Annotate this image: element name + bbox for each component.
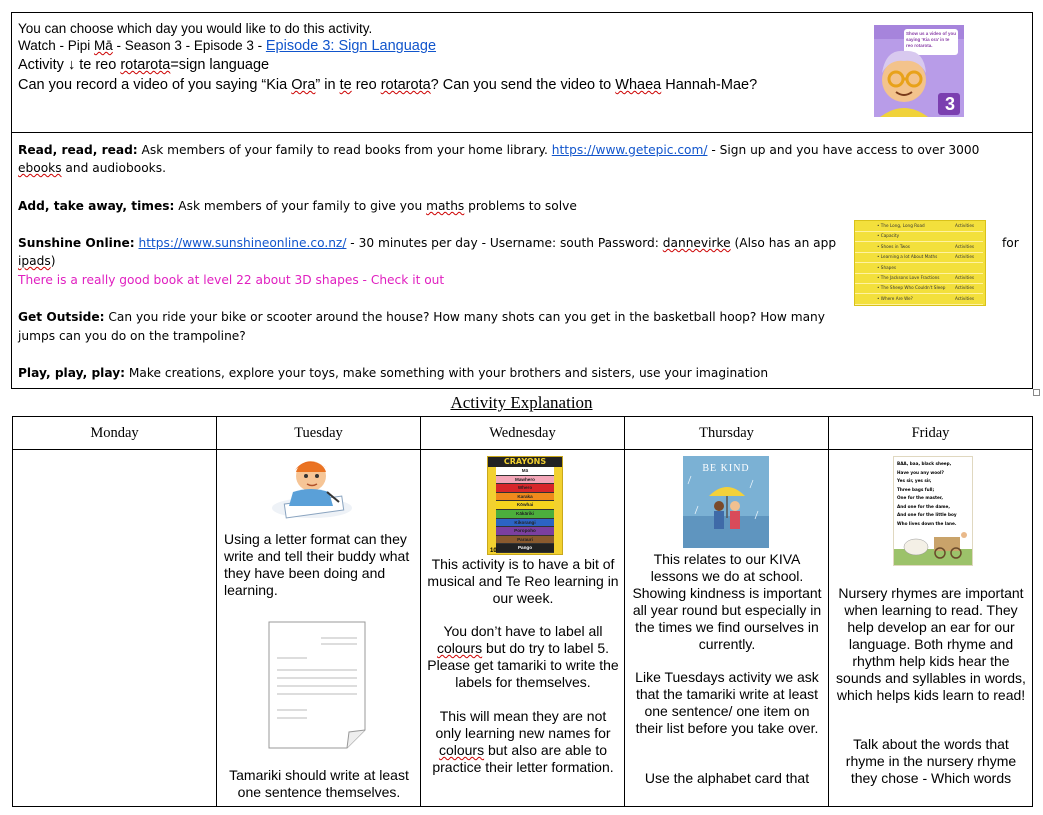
thumbnail-caption: Show us a video of you saying 'Kia ora' in te reo rotarota. <box>906 31 957 48</box>
nursery-rhyme-image <box>893 456 973 566</box>
rhyme-line: Who lives down the lane. <box>897 520 957 526</box>
crayon-item: Mā <box>496 467 554 476</box>
intro-line: You can choose which day you would like to do this activity. <box>18 21 373 36</box>
crayon-item: Kikorangi <box>496 519 554 528</box>
rhyme-line: Three bags full; <box>897 486 935 492</box>
rhyme-line: And one for the dame, <box>897 503 950 509</box>
sunshine-for: for <box>1002 236 1019 250</box>
tuesday-text-2: Tamariki should write at least one sentence themselves. <box>229 767 409 800</box>
episode-number: 3 <box>944 94 955 114</box>
activity-explanation-title: Activity Explanation <box>450 393 593 412</box>
sunshine-line: Sunshine Online: https://www.sunshineonline.co.nz/ - 30 minutes per day - Username: south Password: dannevirke (Also has an app <box>18 236 837 250</box>
be-kind-title: BE KIND <box>702 463 750 474</box>
rhyme-line: Have you any wool? <box>897 469 944 475</box>
episode-thumbnail <box>874 25 964 117</box>
sunshine-activities-tag: Activities <box>955 243 975 249</box>
sunshine-book-list-image <box>854 220 986 306</box>
episode-link[interactable]: Episode 3: Sign Language <box>265 38 437 54</box>
day-content-row <box>13 450 1033 807</box>
sunshine-book-row <box>855 221 983 232</box>
rhyme-line: BAA, baa, black sheep, <box>897 461 952 466</box>
day-header-monday: Monday <box>13 417 217 450</box>
sunshine-book-title: • Capacity <box>877 233 900 239</box>
rhyme-line: And one for the little boy <box>897 512 957 517</box>
outside-line: Get Outside: Can you ride your bike or scooter around the house? How many shots can you get in the basketball hoop? How many <box>18 310 825 324</box>
monday-cell <box>13 450 217 807</box>
crayons-count: 10 <box>490 548 497 554</box>
friday-cell <box>829 450 1033 807</box>
crayons-poster-image <box>487 456 563 555</box>
sunshine-activities-tag: Activities <box>955 295 975 301</box>
thursday-text-1: This relates to our KIVA lessons we do at school. Showing kindness is important all year round but especially in the times we find ourselves in currently. <box>632 551 822 652</box>
record-line: Can you record a video of you saying “Kia Ora” in te reo rotarota? Can you send the video to Whaea Hannah-Mae? <box>18 77 758 93</box>
read-line-2: ebooks and audiobooks. <box>18 161 166 175</box>
outside-line-2: jumps can you do on the trampoline? <box>18 329 246 343</box>
wednesday-text-1: This activity is to have a bit of musical and Te Reo learning in our week. <box>427 556 619 606</box>
crayon-item: Parauri <box>496 536 554 545</box>
sunshine-book-row <box>855 283 983 294</box>
wednesday-text-2: You don’t have to label all colours but do try to label 5. Please get tamariki to write the labels for themselves. <box>427 623 619 690</box>
sunshine-activities-tag: Activities <box>955 223 975 228</box>
crayon-item: Mawhero <box>496 476 554 485</box>
read-line: Read, read, read: Ask members of your family to read books from your home library. https://www.getepic.com/ - Sign up and you have access to over 3000 <box>18 143 980 157</box>
sunshine-activities-tag: Activities <box>955 285 975 291</box>
sunshine-book-title: • Shoes in Twos <box>877 243 910 249</box>
episode-section <box>11 12 1033 133</box>
sunshine-book-row <box>855 252 983 263</box>
sunshine-activities-tag: Activities <box>955 254 975 260</box>
play-line: Play, play, play: Make creations, explore your toys, make something with your brothers and sisters, use your imagination <box>18 366 769 380</box>
add-line: Add, take away, times: Ask members of your family to give you maths problems to solve <box>18 199 577 213</box>
sunshine-book-row <box>855 231 983 242</box>
tasks-section <box>11 133 1033 389</box>
friday-text-2: Talk about the words that rhyme in the nursery rhyme they chose - Which words <box>845 736 1017 786</box>
watch-line: Watch - Pipi Mā - Season 3 - Episode 3 - Episode 3: Sign Language <box>18 38 437 54</box>
friday-text-1: Nursery rhymes are important when learning to read. They help develop an ear for our language. Both rhyme and rhythm help kids hear the sounds and syllables in words, which helps kids learn to read! <box>836 585 1026 703</box>
sunshine-book-title: • The Long, Long Road <box>877 223 925 228</box>
sunshine-activities-tag: Activities <box>955 275 975 280</box>
week-table <box>12 416 1033 807</box>
activity-line: Activity ↓ te reo rotarota=sign language <box>18 57 270 73</box>
sunshine-book-row <box>855 294 983 305</box>
thursday-text-2: Like Tuesdays activity we ask that the tamariki write at least one sentence/ one item on their list before you take over. <box>635 669 819 736</box>
sunshine-book-title: • Shapes <box>877 264 897 270</box>
thursday-cell <box>625 450 829 807</box>
sunshine-book-row <box>855 242 983 253</box>
crayon-item: Pango <box>496 544 554 553</box>
getepic-link[interactable]: https://www.getepic.com/ <box>551 143 708 157</box>
crayon-list <box>488 467 562 553</box>
crayons-title: CRAYONS <box>488 457 562 467</box>
sheep-cart-illustration <box>894 529 972 565</box>
day-header-row <box>13 417 1033 450</box>
sunshine-book-title: • Where Are We? <box>877 295 913 301</box>
crayon-item: Poropoho <box>496 527 554 536</box>
letter-template-image <box>267 620 367 750</box>
sunshine-book-title: • The Jacksons Love Fractions <box>877 275 940 280</box>
sunshine-book-title: • Learning a lot About Maths <box>877 254 938 260</box>
day-header-thursday: Thursday <box>625 417 829 450</box>
crayon-item: Kōwhai <box>496 501 554 510</box>
rhyme-text <box>897 460 957 528</box>
sunshine-book-row <box>855 263 983 274</box>
rhyme-line: One for the master, <box>897 495 943 500</box>
crayon-item: Karaka <box>496 493 554 502</box>
crayon-item: Kākāriki <box>496 510 554 519</box>
sunshine-line-2: ipads) <box>18 254 56 268</box>
crayon-item: Whero <box>496 484 554 493</box>
sunshine-book-title: • The Sheep Who Couldn't Sleep <box>877 285 946 291</box>
child-writing-image <box>267 456 365 522</box>
wednesday-text-3: This will mean they are not only learning new names for colours but also are able to practice their letter formation. <box>432 708 614 775</box>
day-header-wednesday: Wednesday <box>421 417 625 450</box>
sunshine-book-row <box>855 273 983 284</box>
day-header-tuesday: Tuesday <box>217 417 421 450</box>
wednesday-cell <box>421 450 625 807</box>
thursday-text-3: Use the alphabet card that <box>644 770 810 786</box>
sunshine-tip: There is a really good book at level 22 about 3D shapes - Check it out <box>18 273 445 287</box>
sunshine-link[interactable]: https://www.sunshineonline.co.nz/ <box>138 236 347 250</box>
tuesday-cell <box>217 450 421 807</box>
tuesday-text-1: Using a letter format can they write and tell their buddy what they have been doing and learning. <box>224 531 410 598</box>
rhyme-line: Yes sir, yes sir, <box>897 478 932 483</box>
day-header-friday: Friday <box>829 417 1033 450</box>
